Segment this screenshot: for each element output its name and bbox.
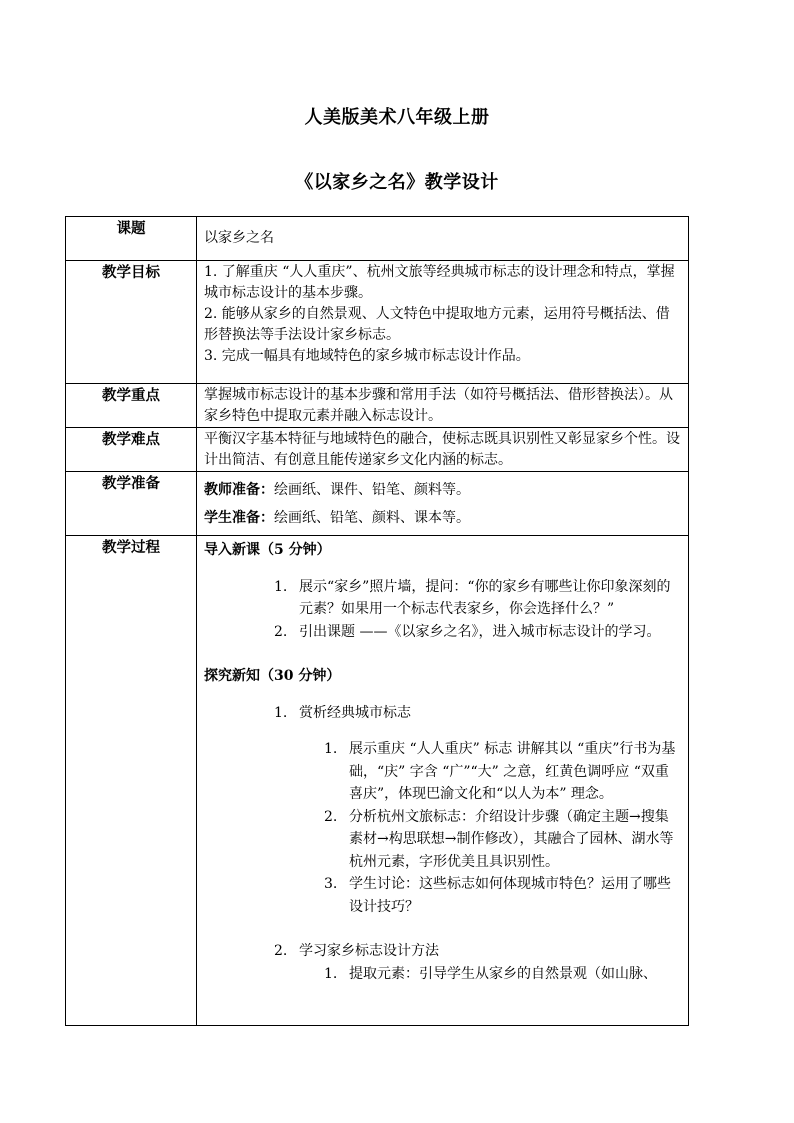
row-topic: [66, 217, 689, 261]
label-topic: 课题: [66, 217, 197, 261]
student-prep-text: 绘画纸、铅笔、颜料、课本等。: [274, 509, 470, 526]
objective-item-2: 2. 能够从家乡的自然景观、人文特色中提取地方元素，运用符号概括法、借形替换法等手法设计家乡标志。: [204, 306, 670, 343]
intro-item-2: 2. 引出课题 ——《以家乡之名》，进入城市标志设计的学习。: [274, 623, 661, 640]
student-prep: [204, 504, 682, 532]
teacher-prep-label: 教师准备：: [204, 481, 274, 498]
objective-item-1: 1. 了解重庆 “人人重庆”、杭州文旅等经典城市标志的设计理念和特点，掌握城市标志设计的基本步骤。: [204, 264, 675, 301]
section-explore-title: 探究新知（30 分钟）: [204, 668, 341, 684]
label-key-points: 教学重点: [66, 384, 197, 428]
lesson-plan-table: [65, 216, 689, 1026]
doc-title-line1: 人美版美术八年级上册: [304, 107, 490, 128]
teacher-prep: [204, 476, 682, 504]
explore-sub-1: 1. 赏析经典城市标志: [274, 704, 411, 721]
teacher-prep-text: 绘画纸、课件、铅笔、颜料等。: [274, 481, 470, 498]
row-key-points: [66, 384, 689, 428]
student-prep-label: 学生准备：: [204, 509, 274, 526]
process-content: [197, 536, 689, 1026]
row-preparation: [66, 472, 689, 536]
sub1-item-3: 3. 学生讨论：这些标志如何体现城市特色？运用了哪些设计技巧？: [324, 876, 671, 915]
label-difficulties: 教学难点: [66, 428, 197, 472]
difficulties-text: 平衡汉字基本特征与地域特色的融合，使标志既具识别性又彰显家乡个性。设计出简洁、有创意且能传递家乡文化内涵的标志。: [197, 428, 689, 472]
preparation-content: [197, 472, 689, 536]
row-difficulties: [66, 428, 689, 472]
row-objectives: [66, 261, 689, 384]
topic-value: 以家乡之名: [197, 217, 689, 261]
label-preparation: 教学准备: [66, 472, 197, 536]
sub2-item-1: 1. 提取元素：引导学生从家乡的自然景观（如山脉、: [324, 965, 657, 982]
sub1-item-1: 1. 展示重庆 “人人重庆” 标志 讲解其以 “重庆”行书为基础，“庆” 字含 “广”“大” 之意，红黄色调呼应 “双重喜庆”，体现巴渝文化和“以人为本” 理念。: [324, 741, 676, 802]
objective-item-3: 3. 完成一幅具有地域特色的家乡城市标志设计作品。: [204, 348, 530, 364]
label-objectives: 教学目标: [66, 261, 197, 384]
row-process: [66, 536, 689, 1026]
sub1-item-2: 2. 分析杭州文旅标志：介绍设计步骤（确定主题→搜集素材→构思联想→制作修改），其融合了园林、湖水等杭州元素，字形优美且具识别性。: [324, 808, 674, 870]
intro-item-1: 1. 展示“家乡”照片墙，提问：“你的家乡有哪些让你印象深刻的元素？如果用一个标志代表家乡，你会选择什么？”: [274, 578, 671, 617]
explore-sub-2: 2. 学习家乡标志设计方法: [274, 943, 439, 959]
doc-title-line2: 《以家乡之名》教学设计: [295, 172, 499, 193]
section-intro-title: 导入新课（5 分钟）: [204, 542, 331, 558]
label-process: 教学过程: [66, 536, 197, 1026]
objectives-content: [197, 261, 689, 384]
key-points-text: 掌握城市标志设计的基本步骤和常用手法（如符号概括法、借形替换法）。从家乡特色中提取元素并融入标志设计。: [197, 384, 689, 428]
